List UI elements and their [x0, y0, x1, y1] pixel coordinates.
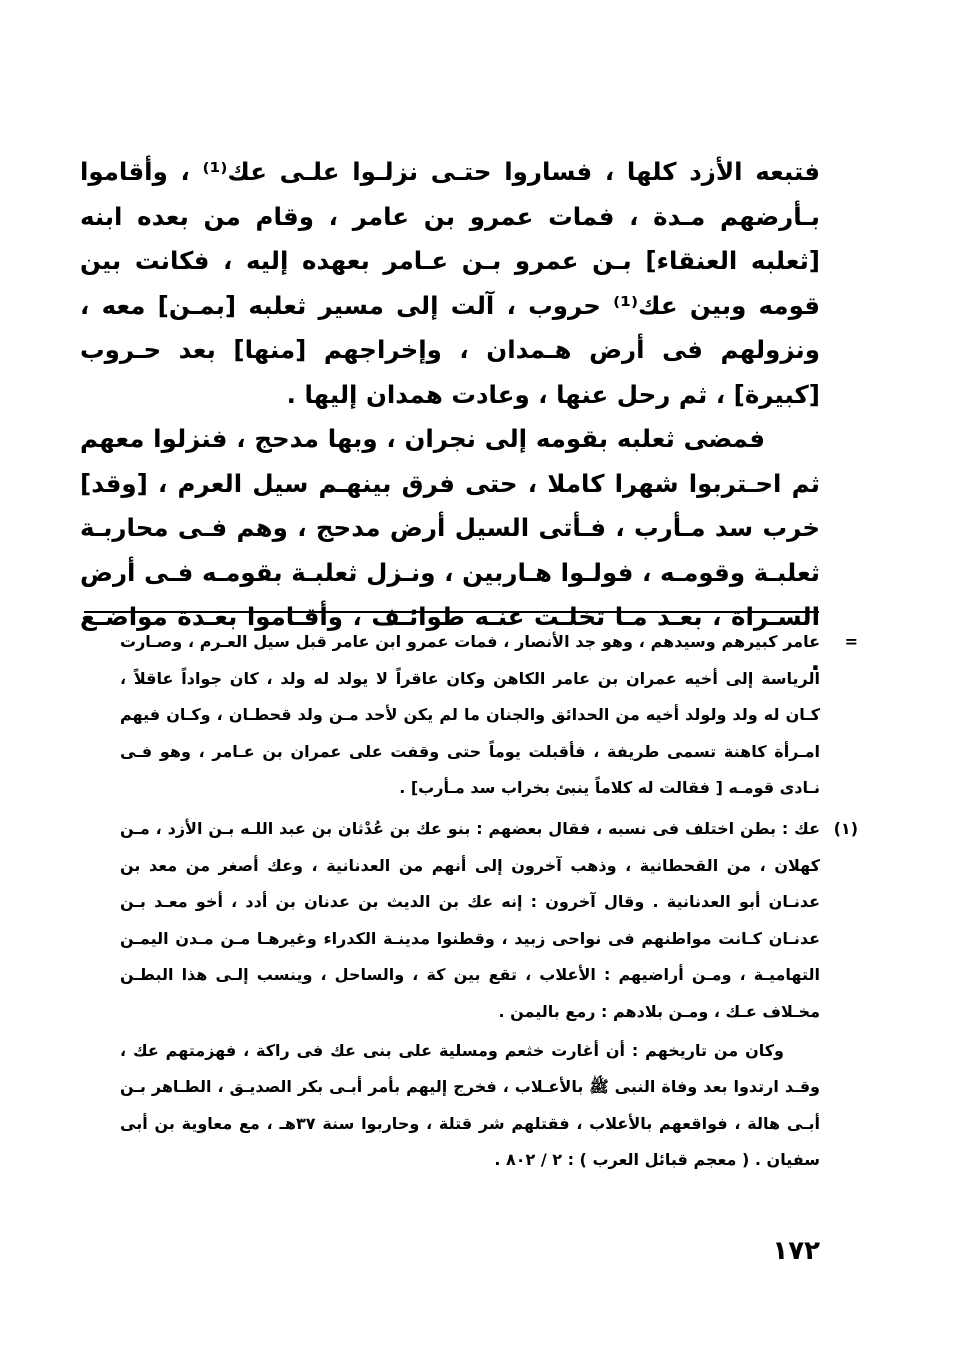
main-paragraph-2: فمضى ثعلبه بقومه إلى نجران ، وبها مدحج ، فنزلوا معهم ثم احـتربوا شهرا كاملا ، حتى فرق بينهـم سيل العرم ، [وقد] خرب سد مـأرب ، فـأتى السيل أرض مدحج ، وهم فـى محاربـة ثعلبـة وقومـه ، فولـوا هـاربين ، ونـزل ثعلبـة بقومـه فـى أرض السـراة ، بعـد مـا تخلـت عنـه طوائـف ، وأقـاموا بعـدة مواضـع .: [80, 424, 820, 676]
main-text: [80, 150, 820, 684]
footnote-1: [120, 811, 858, 1179]
footnote-1-text-continued: وكان من تاريخهم : أن أغارت خثعم ومسلية على بنى عك فى راكة ، فهزمتهم عك ، وقـد ارتدوا بعد وفاة النبى ﷺ بالأعـلاب ، فخرج إليهم بأمر أبـى بكر الصديـق ، الطـاهر بـن أبـى هالة ، فواقعهم بالأعلاب ، فقتلهم شر قتلة ، وحاربوا سنة ٣٧هـ ، مع معاوية بن أبى سفيان . ( معجم قبائل العرب ) : ٢ / ٨٠٢ .: [120, 1040, 821, 1170]
continuation-text: عامر كبيرهم وسيدهم ، وهو جد الأنصار ، فمات عمرو ابن عامر قبل سيل العـرم ، وصـارت الرياسة إلى أخيه عمران بن عامر الكاهن وكان عاقراً لا يولد له ولد ، كان جواداً عاقلاً ، كـان له ولد ولولد أخيه من الحدائق والجنان ما لم يكن لأحد مـن ولد قحطـان ، وكـان فيهم امـرأة كاهنة تسمى طريفة ، فأقبلت يوماً حتى وقفت على عمران بن عـامر ، وهو فـى نـادى قومـه [ فقالت له كلاماً ينبئ بخراب سد مـأرب] .: [120, 632, 820, 798]
footnote-separator: [84, 611, 819, 613]
continuation-marker: =: [844, 632, 858, 651]
main-paragraph-1: فتبعه الأزد كلها ، فساروا حتـى نزلـوا علـى عك⁽¹⁾ ، وأقاموا بـأرضهم مـدة ، فمات عمرو بن عامر ، وقام من بعده ابنه [ثعلبه العنقاء] بـن عمرو بـن عـامر بعهده إليه ، فكانت بين قومه وبين عك⁽¹⁾ حروب ، آلت إلى مسير ثعلبه [بمـن] معه ، ونزولهم فى أرض هـمدان ، وإخراجهم [منها] بعد حـروب [كبيرة] ، ثم رحل عنها ، وعادت همدان إليها .: [80, 157, 820, 409]
footnote-1-marker: (١): [833, 818, 858, 838]
footnotes: [120, 624, 858, 1179]
page-number: ١٧٢: [772, 1236, 820, 1266]
footnote-continuation: [120, 624, 858, 807]
footnote-1-text: عك : بطن اختلف فى نسبه ، فقال بعضهم : بنو عك بن عُدْثان بن عبد اللـه بـن الأزد ، مـن كهلان ، من القحطانية ، وذهب آخرون إلى أنهم من العدنانية ، وعك أصغر من معد بن عدنـان أبو العدنانية . وقال آخرون : إنه عك بن الديث بن عدنان بن أدد ، أخو معـد بـن عدنـان كـانت مواطنهم فى نواحى زبيد ، وقطنوا مدينـة الكدراء وغيرهـا مـن مـدن اليمـن التهاميـة ، ومـن أراضيهم : الأعلاب ، تقع بين كة ، والساحل ، وينسب إلـى هذا البطـن مخـلاف عـك ، ومـن بلادهم : رمع باليمن .: [120, 818, 820, 1021]
